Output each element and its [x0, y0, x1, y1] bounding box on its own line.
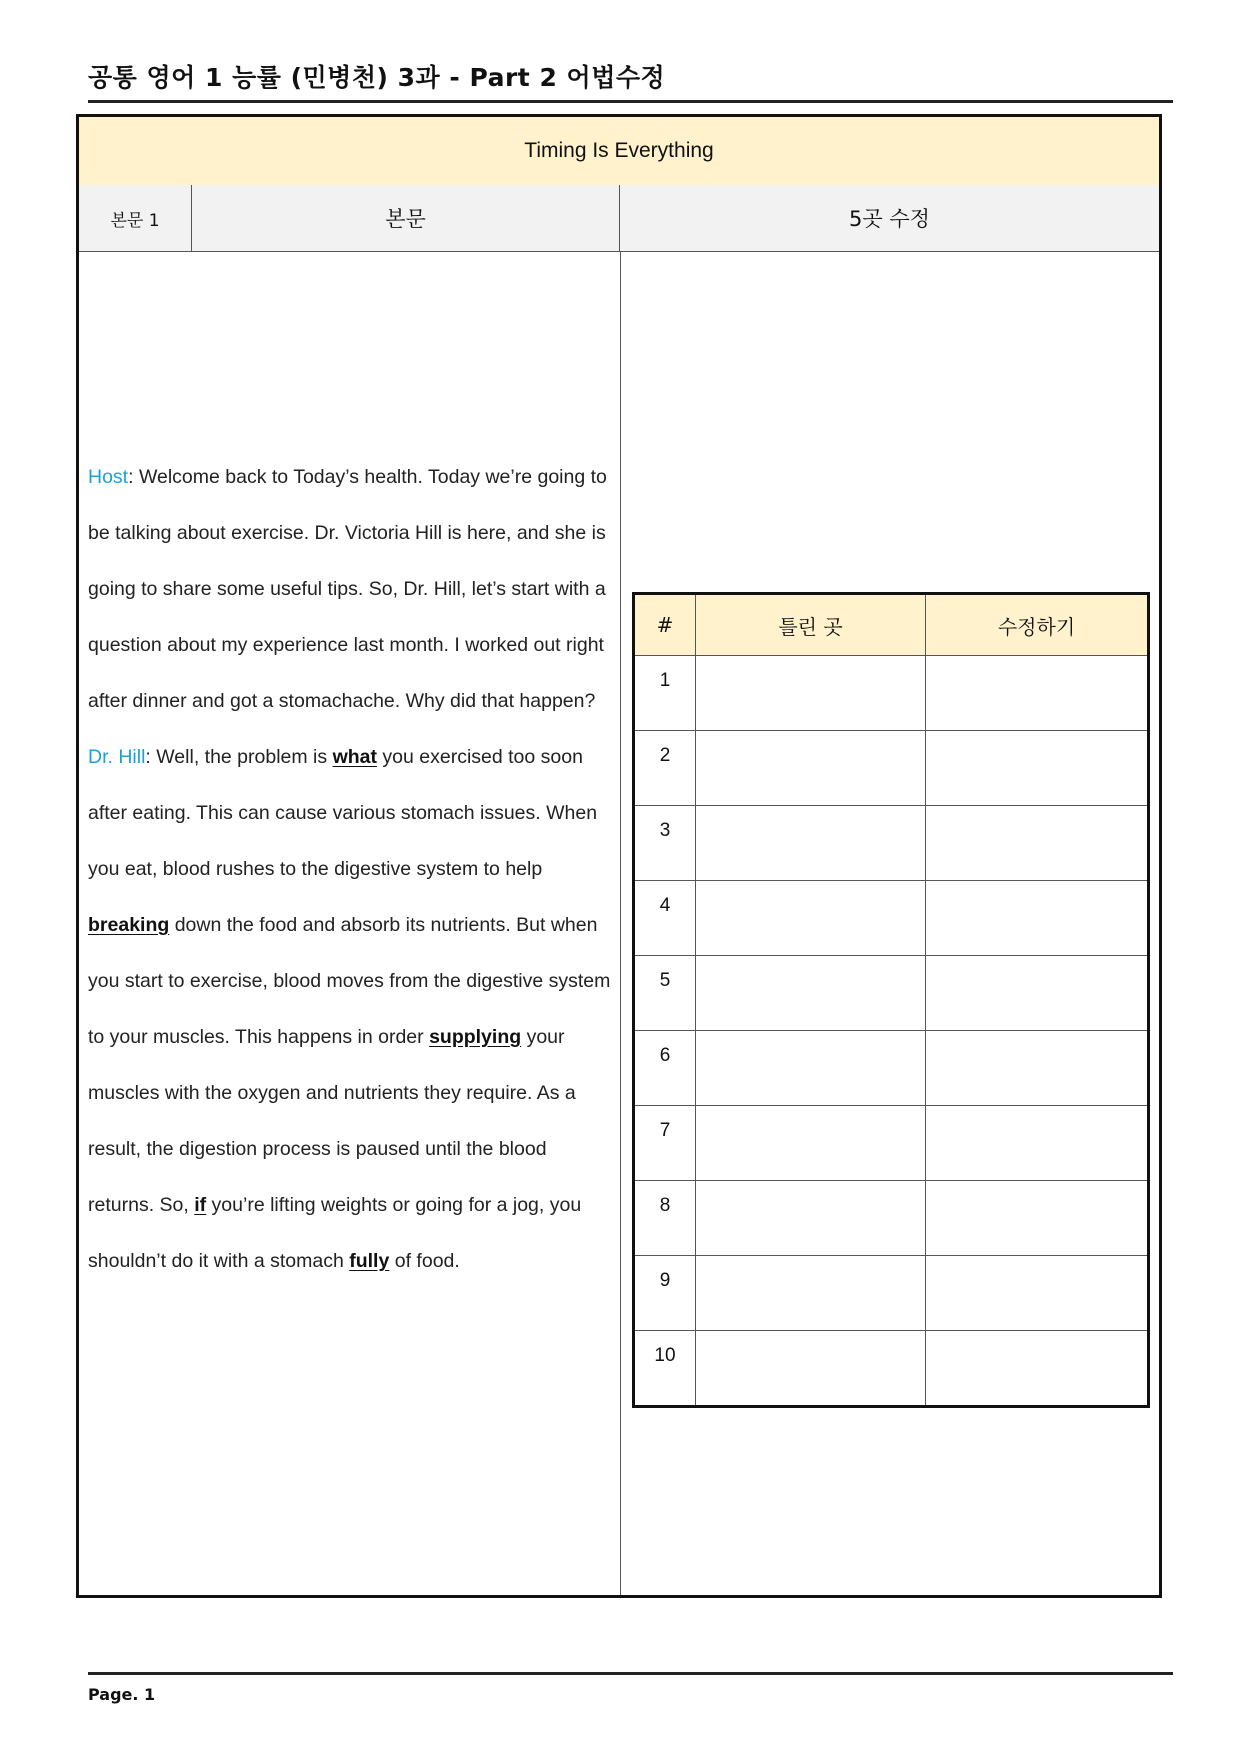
table-row [634, 1256, 1149, 1331]
lesson-title-banner: Timing Is Everything [79, 117, 1159, 186]
document-header [88, 56, 1173, 103]
row-number: 7 [634, 1106, 696, 1181]
row-number: 8 [634, 1181, 696, 1256]
error-cell[interactable] [696, 1331, 926, 1407]
host-line: : Welcome back to Today’s health. Today we’re going to be talking about exercise. Dr. Victoria Hill is here, and she is going to share some useful tips. So, Dr. Hill, let’s start with a question about my experience last month. I worked out right after dinner and got a stomachache. Why did that happen? [88, 466, 607, 712]
column-header-row [79, 185, 1159, 252]
error-cell[interactable] [696, 731, 926, 806]
section-label: 본문 1 [79, 185, 192, 251]
row-number: 2 [634, 731, 696, 806]
document-title: 공통 영어 1 능률 (민병천) 3과 - Part 2 어법수정 [88, 63, 666, 92]
answer-table [632, 592, 1150, 1408]
table-row [634, 806, 1149, 881]
correction-cell[interactable] [926, 881, 1149, 956]
host-paragraph [88, 449, 613, 729]
row-number: 6 [634, 1031, 696, 1106]
table-row [634, 1331, 1149, 1407]
error-cell[interactable] [696, 656, 926, 731]
passage-segment: your muscles with the oxygen and nutrients they require. As a result, the digestion process is paused until the blood returns. So, [88, 1026, 576, 1216]
passage-column-header: 본문 [192, 185, 620, 251]
row-number: 10 [634, 1331, 696, 1407]
underlined-word: supplying [429, 1026, 522, 1048]
correction-cell[interactable] [926, 956, 1149, 1031]
passage-segment: down the food and absorb its nutrients. But when you start to exercise, blood moves from the digestive system to your muscles. This happens in order [88, 914, 611, 1048]
error-cell[interactable] [696, 1031, 926, 1106]
correction-header: 수정하기 [926, 594, 1149, 656]
passage-text [88, 449, 613, 1289]
passage-segment: you’re lifting weights or going for a jog, you shouldn’t do it with a stomach [88, 1194, 582, 1272]
passage-segment: you exercised too soon after eating. This can cause various stomach issues. When you eat, blood rushes to the digestive system to help [88, 746, 598, 880]
error-cell[interactable] [696, 956, 926, 1031]
answer-table-header [634, 594, 1149, 656]
row-number: 4 [634, 881, 696, 956]
column-divider [620, 251, 621, 1595]
correction-cell[interactable] [926, 1181, 1149, 1256]
row-number: 5 [634, 956, 696, 1031]
underlined-word: breaking [88, 914, 170, 936]
error-cell[interactable] [696, 1181, 926, 1256]
correction-cell[interactable] [926, 1031, 1149, 1106]
error-header: 틀린 곳 [696, 594, 926, 656]
correction-cell[interactable] [926, 1256, 1149, 1331]
table-row [634, 656, 1149, 731]
error-cell[interactable] [696, 806, 926, 881]
number-header: # [634, 594, 696, 656]
page-footer [88, 1672, 1173, 1704]
speaker-dr-hill: Dr. Hill [88, 746, 146, 768]
page-number: Page. 1 [88, 1685, 156, 1704]
table-row [634, 881, 1149, 956]
dr-hill-paragraph [88, 729, 613, 1289]
correction-cell[interactable] [926, 731, 1149, 806]
table-row [634, 1181, 1149, 1256]
error-cell[interactable] [696, 1256, 926, 1331]
speaker-host: Host [88, 466, 129, 488]
correction-cell[interactable] [926, 1106, 1149, 1181]
row-number: 9 [634, 1256, 696, 1331]
error-cell[interactable] [696, 881, 926, 956]
underlined-word: if [194, 1194, 207, 1216]
row-number: 1 [634, 656, 696, 731]
worksheet-frame [76, 114, 1162, 1598]
correction-cell[interactable] [926, 656, 1149, 731]
row-number: 3 [634, 806, 696, 881]
table-row [634, 1031, 1149, 1106]
underlined-word: what [332, 746, 377, 768]
correction-cell[interactable] [926, 806, 1149, 881]
passage-segment: of food. [389, 1250, 460, 1272]
underlined-word: fully [349, 1250, 390, 1272]
table-row [634, 1106, 1149, 1181]
correction-cell[interactable] [926, 1331, 1149, 1407]
corrections-column-header: 5곳 수정 [849, 207, 930, 231]
passage-segment: : Well, the problem is [145, 746, 333, 768]
table-row [634, 956, 1149, 1031]
table-row [634, 731, 1149, 806]
error-cell[interactable] [696, 1106, 926, 1181]
